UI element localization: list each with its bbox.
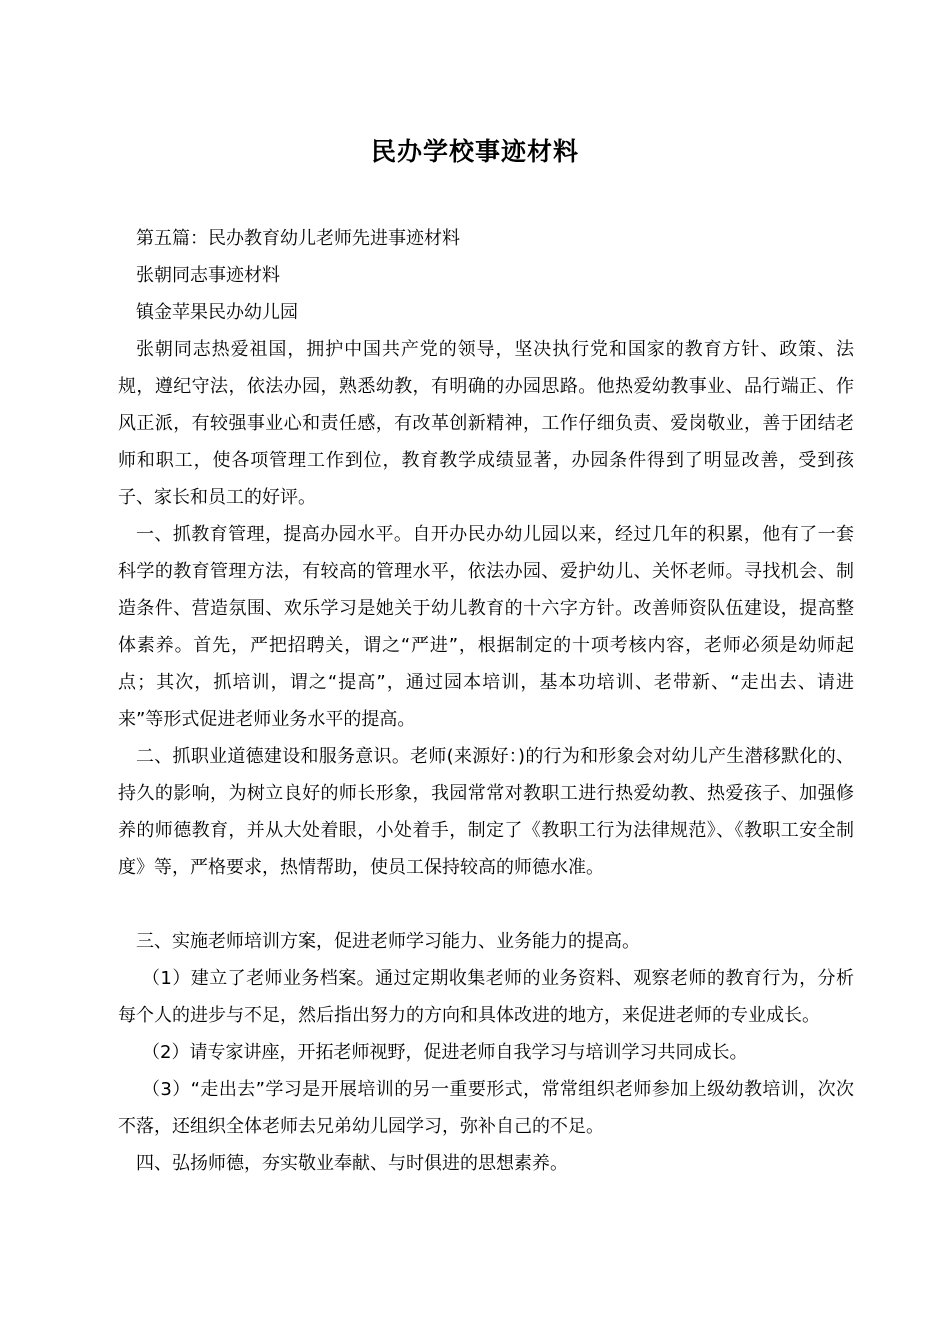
paragraph-section-1: 一、抓教育管理，提高办园水平。自开办民办幼儿园以来，经过几年的积累，他有了一套科学的教育管理方法，有较高的管理水平，依法办园、爱护幼儿、关怀老师。寻找机会、制造条件、营造氛围、欢乐学习是她关于幼儿教育的十六字方针。改善师资队伍建设，提高整体素养。首先，严把招聘关，谓之“严进”，根据制定的十项考核内容，老师必须是幼师起点；其次，抓培训，谓之“提高”，通过园本培训，基本功培训、老带新、“走出去、请进来”等形式促进老师业务水平的提高。 — [118, 524, 854, 730]
document-title: 民办学校事迹材料 — [370, 137, 579, 166]
organization-name: 镇金苹果民办幼儿园 — [136, 302, 298, 323]
document-body — [118, 220, 854, 1182]
paragraph-intro: 张朝同志热爱祖国，拥护中国共产党的领导，坚决执行党和国家的教育方针、政策、法规，遵纪守法，依法办园，熟悉幼教，有明确的办园思路。他热爱幼教事业、品行端正、作风正派，有较强事业心和责任感，有改革创新精神，工作仔细负责、爱岗敬业，善于团结老师和职工，使各项管理工作到位，教育教学成绩显著，办园条件得到了明显改善，受到孩子、家长和员工的好评。 — [118, 339, 854, 508]
paragraph-item-1: （1）建立了老师业务档案。通过定期收集老师的业务资料、观察老师的教育行为，分析每个人的进步与不足，然后指出努力的方向和具体改进的地方，来促进老师的专业成长。 — [118, 968, 854, 1026]
paragraph-item-2: （2）请专家讲座，开拓老师视野，促进老师自我学习与培训学习共同成长。 — [142, 1042, 748, 1063]
paragraph-section-3: 三、实施老师培训方案，促进老师学习能力、业务能力的提高。 — [136, 931, 640, 952]
paragraph-section-4: 四、弘扬师德，夯实敬业奉献、与时俱进的思想素养。 — [136, 1153, 568, 1174]
paragraph-item-3: （3）“走出去”学习是开展培训的另一重要形式，常常组织老师参加上级幼教培训，次次不落，还组织全体老师去兄弟幼儿园学习，弥补自己的不足。 — [118, 1079, 854, 1137]
section-heading: 第五篇：民办教育幼儿老师先进事迹材料 — [136, 228, 460, 249]
subject-name: 张朝同志事迹材料 — [136, 265, 280, 286]
paragraph-section-2: 二、抓职业道德建设和服务意识。老师(来源好：)的行为和形象会对幼儿产生潜移默化的、持久的影响，为树立良好的师长形象，我园常常对教职工进行热爱幼教、热爱孩子、加强修养的师德教育，并从大处着眼，小处着手，制定了《教职工行为法律规范》、《教职工安全制度》等，严格要求，热情帮助，使员工保持较高的师德水准。 — [118, 746, 854, 878]
